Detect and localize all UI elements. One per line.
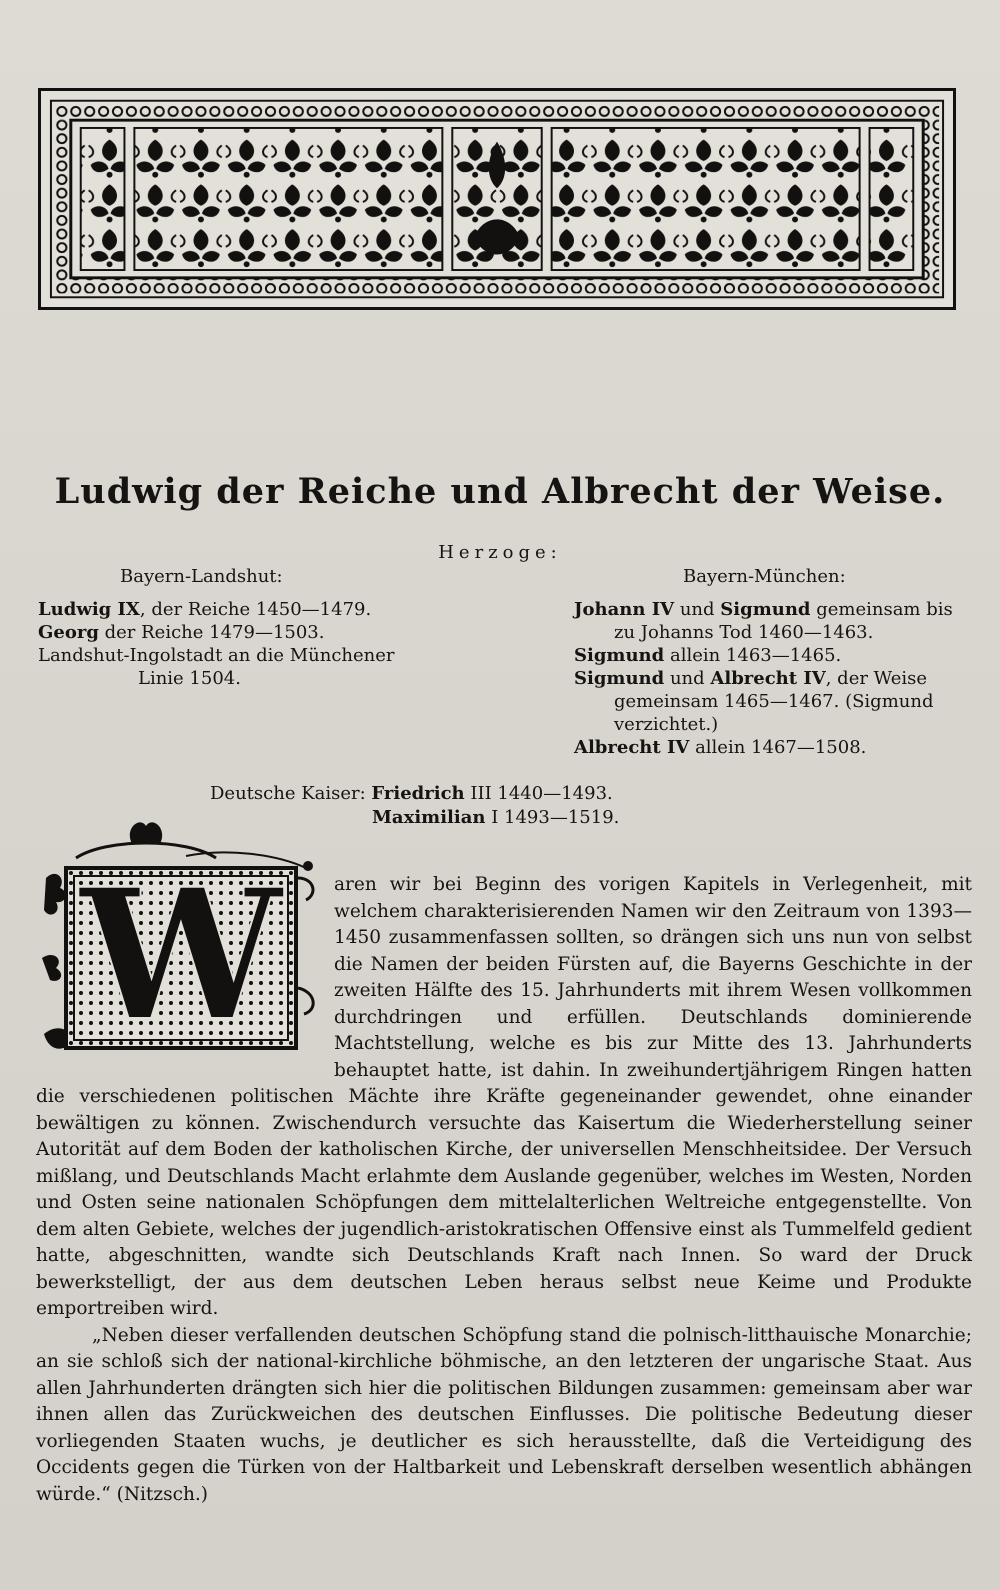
- ruler-detail: allein 1463—1465.: [664, 645, 842, 666]
- ruler-name: Albrecht IV: [710, 668, 826, 689]
- initial-spacer: [36, 872, 334, 1084]
- landshut-rulers-list: [38, 598, 468, 690]
- ruler-entry: [38, 621, 468, 644]
- emperor-entry: [210, 782, 910, 806]
- ruler-detail: Landshut-Ingolstadt an die Münchener: [38, 645, 395, 666]
- ruler-detail: , der Reiche 1450—1479.: [139, 599, 372, 620]
- left-column-title: Bayern-Landshut:: [120, 566, 283, 587]
- ornamental-header-band: [38, 88, 956, 310]
- ruler-name: Albrecht IV: [574, 737, 690, 758]
- ruler-detail: der Reiche 1479—1503.: [98, 622, 325, 643]
- ruler-name: Ludwig IX: [38, 599, 140, 620]
- ruler-detail: und: [674, 599, 721, 620]
- ruler-detail: und: [664, 668, 711, 689]
- ruler-entry: [574, 736, 974, 759]
- ornament-pattern-icon: [41, 91, 953, 307]
- ruler-detail: , der Weise gemeinsam 1465—1467. (Sigmund verzichtet.): [614, 668, 934, 735]
- ruler-name: Johann IV: [574, 599, 675, 620]
- emperor-name: Maximilian: [372, 807, 486, 828]
- emperor-detail: III 1440—1493.: [464, 783, 613, 804]
- body-text: [36, 872, 972, 1508]
- emperor-name: Friedrich: [371, 783, 465, 804]
- ruler-detail: Linie 1504.: [138, 668, 241, 689]
- ruler-name: Sigmund: [720, 599, 811, 620]
- ruler-name: Sigmund: [574, 668, 665, 689]
- ruler-name: Sigmund: [574, 645, 665, 666]
- chapter-title: Ludwig der Reiche und Albrecht der Weise.: [54, 471, 946, 512]
- ruler-entry: [574, 667, 974, 736]
- ruler-detail: allein 1467—1508.: [689, 737, 867, 758]
- emperors-label: Deutsche Kaiser:: [210, 783, 372, 804]
- ruler-entry: [38, 644, 468, 667]
- herzoge-label: Herzoge:: [438, 542, 562, 563]
- right-column-title: Bayern-München:: [683, 566, 846, 587]
- muenchen-rulers-list: [574, 598, 974, 759]
- quote-paragraph: „Neben dieser verfallenden deutschen Schöpfung stand die polnisch-litthauische Monarchie; an sie schloß sich der national-kirchliche böhmische, an den letzteren der ungarische Staat. Aus allen Jahrhunderten drängten sich hier die politischen Bildungen zusammen: gemeinsam aber war ihnen allen das Zurückweichen des deutschen Einflusses. Die politische Bedeutung dieser vorliegenden Staaten wuchs, je deutlicher es sich herausstellte, daß die Verteidigung des Occidents gegen die Türken von der Haltbarkeit und Lebenskraft derselben wesentlich abhängen würde.“ (Nitzsch.): [36, 1324, 972, 1505]
- ruler-entry: [38, 598, 468, 621]
- emperor-detail: I 1493—1519.: [485, 807, 620, 828]
- ruler-entry: [574, 598, 974, 644]
- ruler-entry: [574, 644, 974, 667]
- ruler-entry: [38, 667, 468, 690]
- ruler-detail: gemeinsam bis zu Johanns Tod 1460—1463.: [614, 599, 953, 643]
- paragraph: aren wir bei Beginn des vorigen Kapitels in Verlegenheit, mit welchem charakterisierenden Namen wir den Zeitraum von 1393—1450 zusammenfassen sollten, so drängen sich uns nun von selbst die Namen der beiden Fürsten auf, die Bayerns Geschichte in der zweiten Hälfte des 15. Jahrhunderts mit ihrem Wesen vollkommen durchdringen und erfüllen. Deutschlands dominierende Machtstellung, welche es bis zur Mitte des 13. Jahrhunderts behauptet hatte, ist dahin. In zweihundertjährigem Ringen hatten die verschiedenen politischen Mächte ihre Kräfte gegeneinander gewendet, ohne einander bewältigen zu können. Zwischendurch versuchte das Kaisertum die Wiederherstellung seiner Autorität auf dem Boden der katholischen Kirche, der universellen Menschheitsidee. Der Versuch mißlang, und Deutschlands Macht erlahmte dem Auslande gegenüber, welches im Westen, Norden und Osten seine nationalen Schöpfungen dem mittelalterlichen Weltreiche entgegenstellte. Von dem alten Gebiete, welches der jugendlich-aristokratischen Offensive einst als Tummelfeld gedient hatte, abgeschnitten, wandte sich Deutschlands Kraft nach Innen. So ward der Druck bewerkstelligt, der aus dem deutschen Leben heraus selbst neue Keime und Produkte emportreiben wird.: [36, 874, 972, 1319]
- initial-letter: W: [79, 850, 283, 1061]
- ruler-name: Georg: [38, 622, 99, 643]
